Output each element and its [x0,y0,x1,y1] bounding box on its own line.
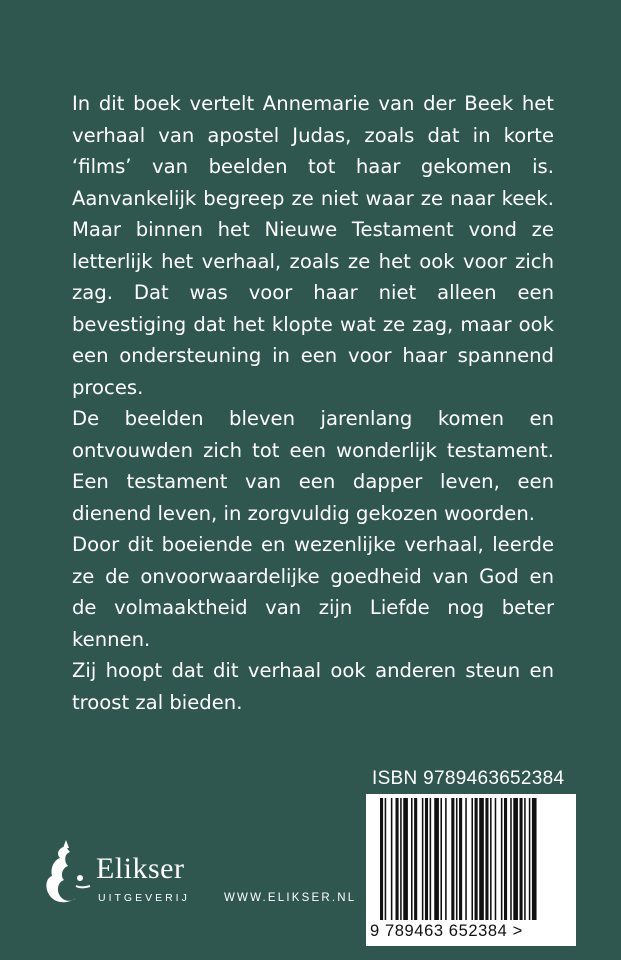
blurb-paragraph-3: Door dit boeiende en wezenlijke verhaal, leerde ze de onvoorwaardelijke goedheid van God en de volmaaktheid van zijn Liefde nog beter kennen. [72,533,554,651]
blurb-paragraph-1: In dit boek vertelt Annemarie van der Beek het verhaal van apostel Judas, zoals dat in korte ‘films’ van beelden tot haar gekomen is. Aanvankelijk begreep ze niet waar ze naar keek. Maar binnen het Nieuwe Testament vond ze letterlijk het verhaal, zoals ze het ook voor zich zag. Dat was voor haar niet alleen een bevestiging dat het klopte wat ze zag, maar ook een ondersteuning in een voor haar spannend proces. [72,92,554,399]
blurb-paragraph-4: Zij hoopt dat dit verhaal ook anderen steun en troost zal bieden. [72,659,554,714]
barcode-bars [366,794,576,922]
blurb-text [72,88,554,718]
blurb-paragraph-2: De beelden bleven jarenlang komen en ontvouwden zich tot een wonderlijk testament. Een testament van een dapper leven, een dienend leven, in zorgvuldig gekozen woorden. [72,407,554,525]
barcode [366,794,576,946]
publisher-subtitle: UITGEVERIJ [98,892,190,904]
publisher-website: WWW.ELIKSER.NL [224,892,357,904]
publisher-name: Elikser [96,852,185,885]
isbn-label: ISBN 9789463652384 [372,768,565,789]
barcode-digits: 9 789463 652384 > [370,922,523,940]
